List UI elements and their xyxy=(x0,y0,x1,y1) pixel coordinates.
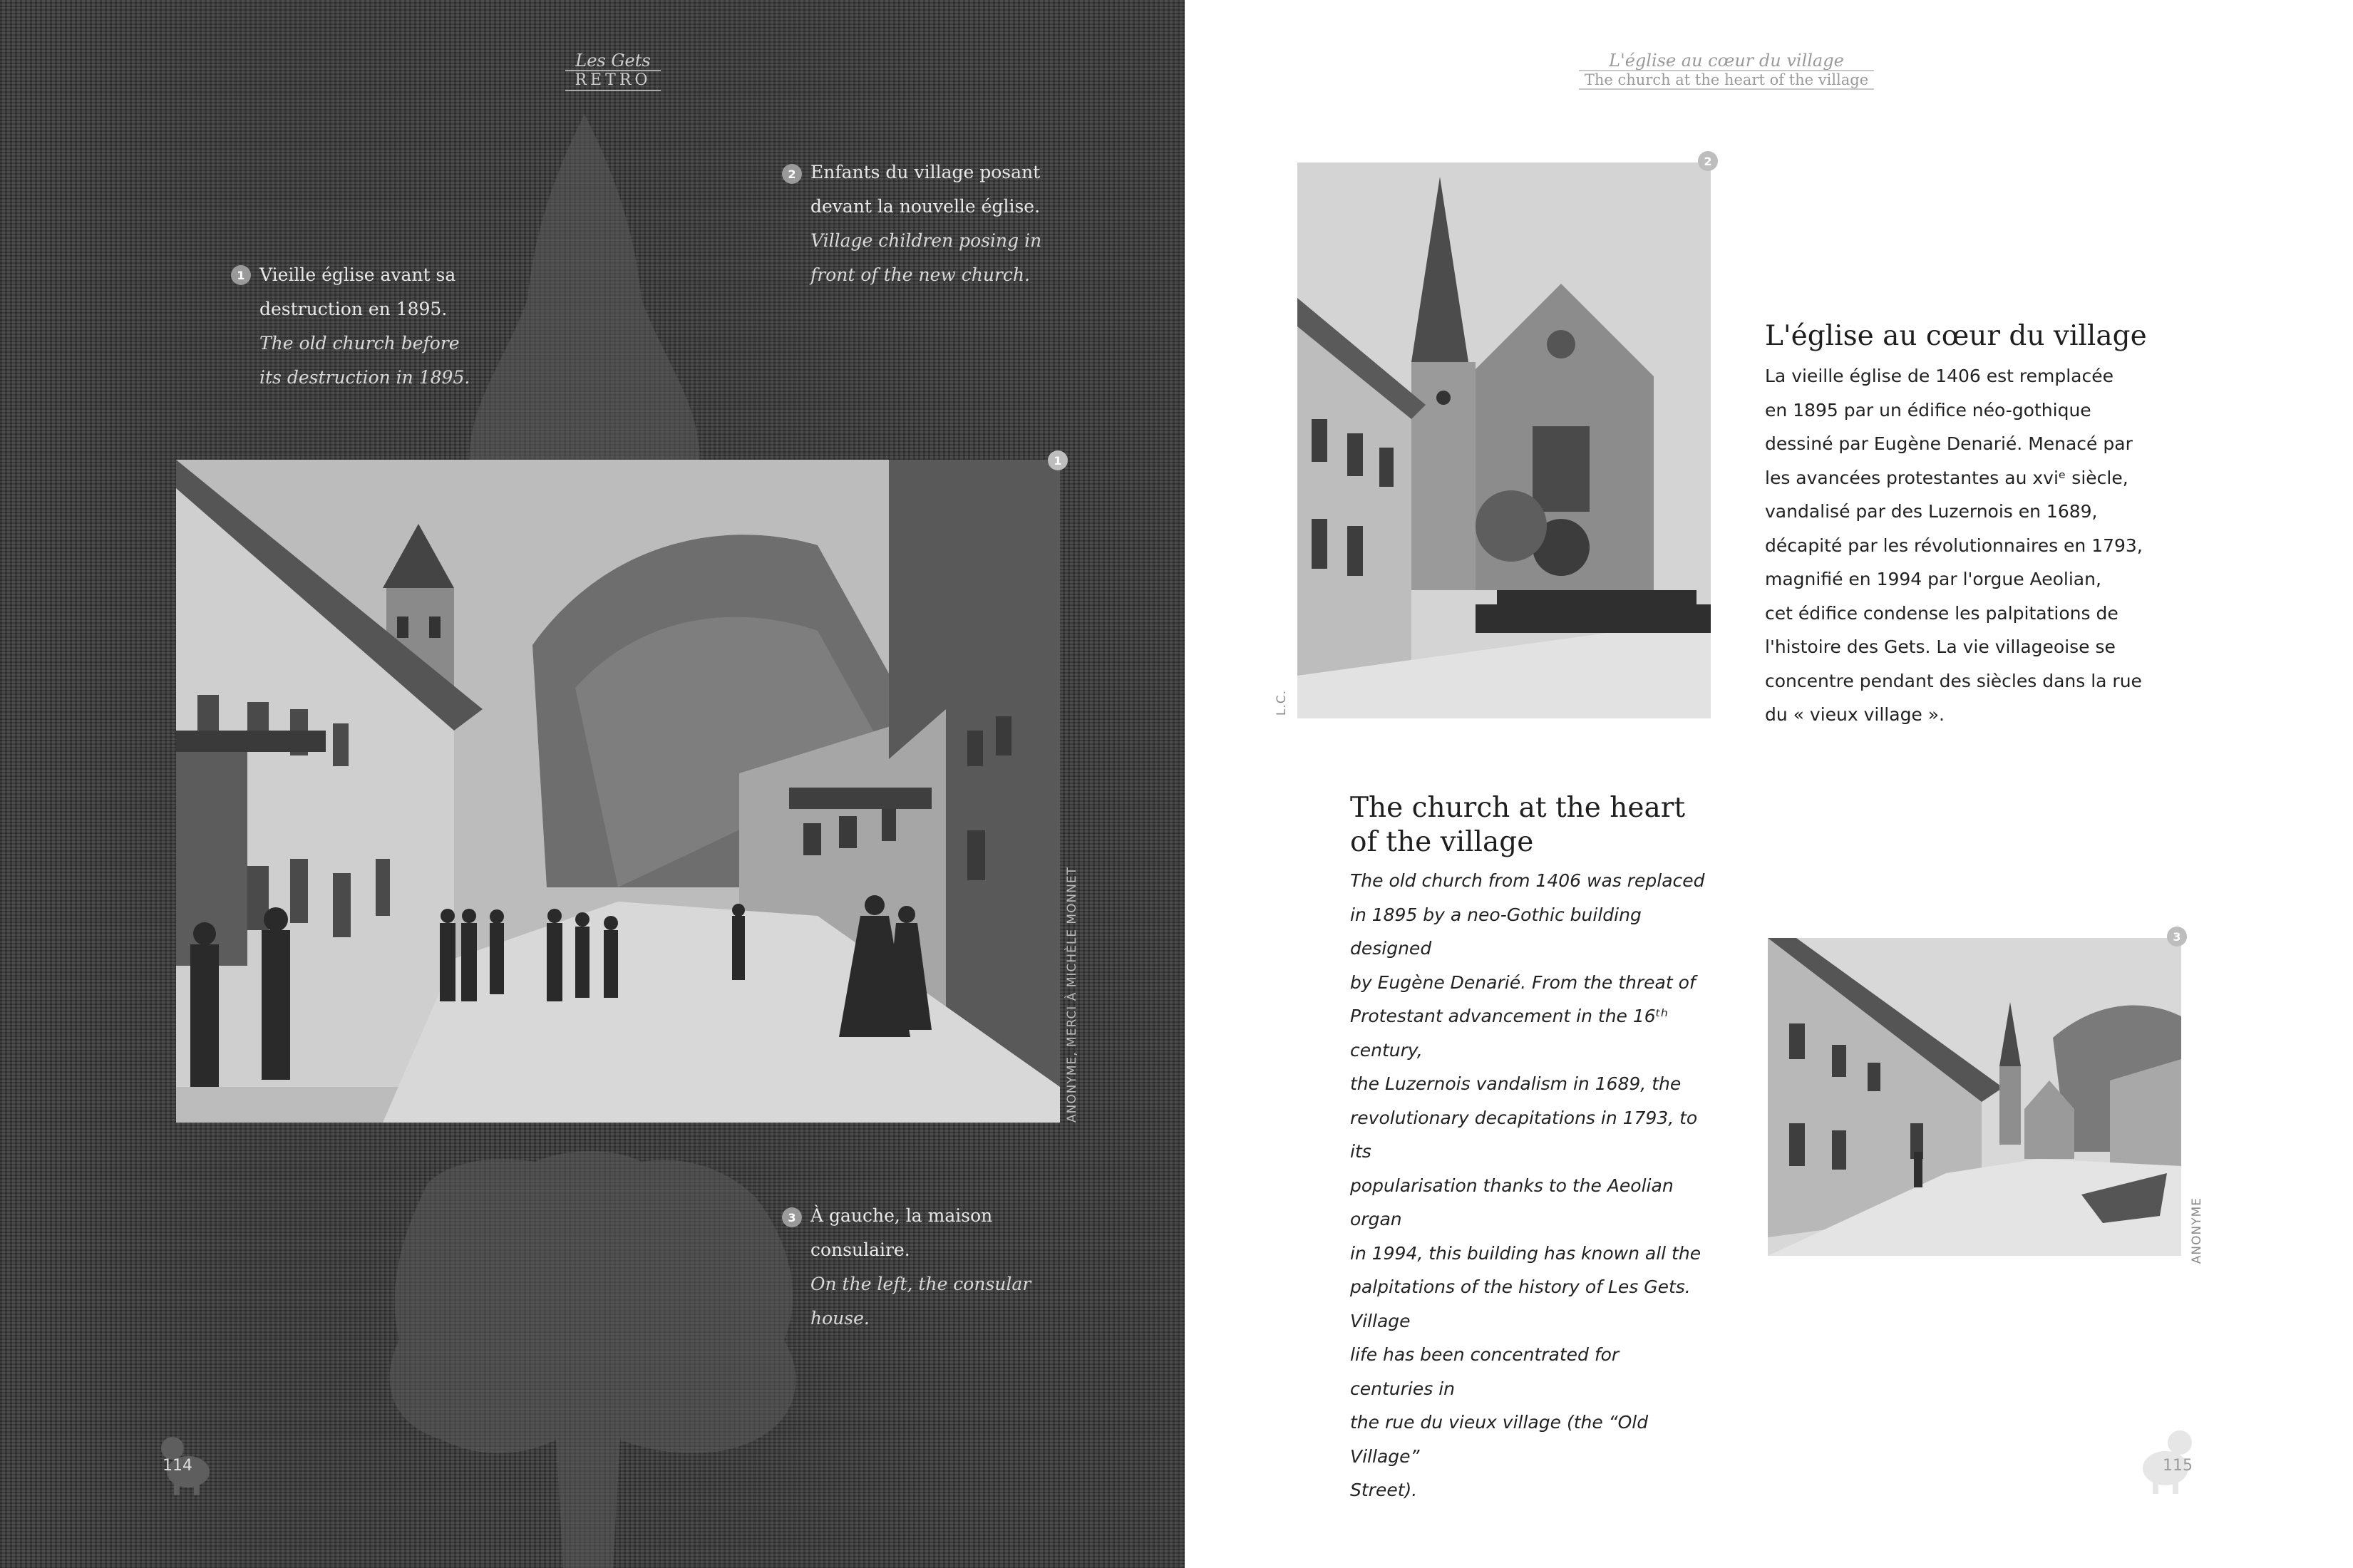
running-head-subtitle: RETRO xyxy=(565,70,661,91)
en-body-line: Street). xyxy=(1350,1480,1418,1500)
en-heading-line: of the village xyxy=(1350,826,1534,858)
en-body-line: Protestant advancement in the 16ᵗʰ century, xyxy=(1350,1006,1669,1061)
page-number: 114 xyxy=(163,1457,192,1475)
photo-new-church xyxy=(1297,163,1711,718)
fr-body-line: La vieille église de 1406 est remplacée xyxy=(1765,366,2114,386)
fr-body-line: du « vieux village ». xyxy=(1765,704,1945,725)
caption-fr-line: Enfants du village posant xyxy=(810,162,1041,182)
fr-heading: L'église au cœur du village xyxy=(1765,320,2147,352)
running-head-fr: L'église au cœur du village xyxy=(1609,51,1844,71)
en-body xyxy=(1350,864,1706,1507)
fr-body-line: dessiné par Eugène Denarié. Menacé par xyxy=(1765,433,2133,454)
photo-number-badge: 3 xyxy=(2167,927,2187,947)
caption-en-line: Village children posing in xyxy=(810,230,1042,251)
fr-body-line: vandalisé par des Luzernois en 1689, xyxy=(1765,501,2098,522)
en-body-line: the rue du vieux village (the “Old Village” xyxy=(1350,1412,1649,1467)
caption-fr-line: Vieille église avant sa xyxy=(259,264,456,285)
en-body-line: the Luzernois vandalism in 1689, the xyxy=(1350,1073,1682,1094)
caption-en-line: its destruction in 1895. xyxy=(259,367,470,388)
fr-body-line: magnifié en 1994 par l'orgue Aeolian, xyxy=(1765,569,2101,589)
fr-body xyxy=(1765,359,2150,732)
photo-credit: ANONYME xyxy=(2190,1197,2204,1264)
en-heading xyxy=(1350,791,1685,860)
en-body-line: palpitations of the history of Les Gets. Village xyxy=(1350,1276,1691,1331)
en-body-line: in 1895 by a neo-Gothic building designed xyxy=(1350,904,1642,959)
photo-number-badge: 2 xyxy=(1698,151,1718,171)
running-head xyxy=(542,51,684,91)
caption-en-line: house. xyxy=(810,1308,870,1329)
running-head-title: Les Gets xyxy=(575,51,651,71)
caption-en-line: On the left, the consular xyxy=(810,1274,1031,1294)
en-body-line: The old church from 1406 was replaced xyxy=(1350,870,1705,891)
caption-en-line: front of the new church. xyxy=(810,264,1030,285)
caption-en-line: The old church before xyxy=(259,333,460,354)
caption-text xyxy=(259,258,559,395)
photo-number-badge: 1 xyxy=(1048,450,1068,470)
fr-body-line: les avancées protestantes au xviᵉ siècle, xyxy=(1765,467,2128,488)
en-body-line: popularisation thanks to the Aeolian organ xyxy=(1350,1175,1674,1229)
photo-village-street xyxy=(1768,938,2181,1256)
caption-fr-line: destruction en 1895. xyxy=(259,299,448,319)
photo-old-church-street xyxy=(176,460,1060,1123)
en-body-line: life has been concentrated for centuries in xyxy=(1350,1344,1620,1399)
page-number: 115 xyxy=(2163,1457,2193,1475)
caption-number-badge: 3 xyxy=(782,1207,802,1227)
right-page xyxy=(1185,0,2353,1568)
fr-body-line: cet édifice condense les palpitations de xyxy=(1765,602,2118,624)
fr-body-line: en 1895 par un édifice néo-gothique xyxy=(1765,399,2091,421)
fr-body-line: concentre pendant des siècles dans la rue xyxy=(1765,670,2142,691)
caption-number-badge: 1 xyxy=(231,265,251,285)
en-body-line: in 1994, this building has known all the xyxy=(1350,1242,1701,1264)
fr-body-line: l'histoire des Gets. La vie villageoise se xyxy=(1765,636,2116,657)
en-body-line: by Eugène Denarié. From the threat of xyxy=(1350,971,1696,993)
running-head-en: The church at the heart of the village xyxy=(1579,70,1874,90)
running-head xyxy=(1555,51,1898,90)
caption-number-badge: 2 xyxy=(782,164,802,184)
en-body-line: revolutionary decapitations in 1793, to its xyxy=(1350,1107,1698,1162)
caption-text xyxy=(810,1199,1110,1336)
photo-credit: ANONYME, MERCI À MICHÈLE MONNET xyxy=(1065,866,1079,1123)
caption-fr-line: devant la nouvelle église. xyxy=(810,196,1041,217)
photo-credit: L.C. xyxy=(1275,690,1289,716)
caption-text xyxy=(810,155,1110,292)
en-heading-line: The church at the heart xyxy=(1350,792,1686,824)
caption-fr-line: consulaire. xyxy=(810,1239,910,1260)
fr-body-line: décapité par les révolutionnaires en 1793, xyxy=(1765,535,2143,556)
caption-fr-line: À gauche, la maison xyxy=(810,1205,993,1226)
